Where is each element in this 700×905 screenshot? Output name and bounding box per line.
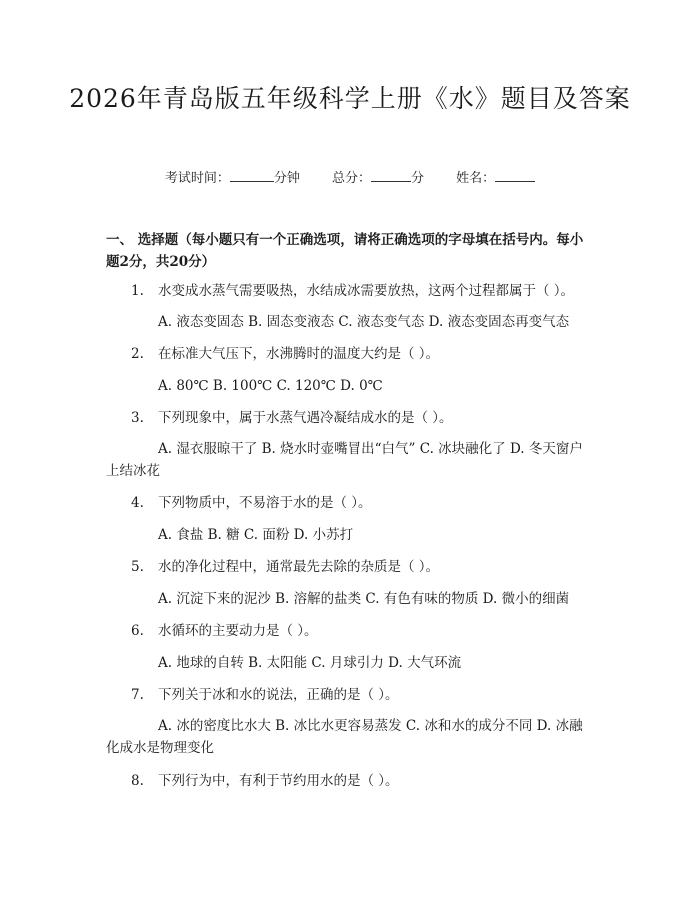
question-number: 7. (131, 687, 144, 703)
question-options: A. 液态变固态 B. 固态变液态 C. 液态变气态 D. 液态变固态再变气态 (158, 314, 570, 330)
question-text: 下列行为中，有利于节约用水的是（ ）。 (158, 773, 399, 789)
question-number: 8. (131, 773, 144, 789)
question-item (131, 492, 601, 514)
name-label: 姓名： (456, 171, 496, 186)
question-number: 2. (131, 346, 144, 362)
question-item (131, 620, 601, 642)
page-title: 2026年青岛版五年级科学上册《水》题目及答案 (69, 84, 631, 113)
time-label: 考试时间： (164, 171, 230, 186)
score-blank (371, 169, 411, 182)
time-unit: 分钟 (273, 171, 300, 186)
exam-time (165, 169, 300, 188)
score-unit: 分 (411, 171, 425, 186)
question-item (131, 556, 601, 578)
question-text: 水的净化过程中，通常最先去除的杂质是（ ）。 (158, 559, 440, 575)
question-number: 5. (131, 559, 144, 575)
question-item (131, 280, 601, 302)
question-number: 3. (131, 410, 144, 426)
question-options: A. 湿衣服晾干了 B. 烧水时壶嘴冒出“白气” C. 冰块融化了 D. 冬天窗户上结冰花 (106, 441, 583, 479)
question-item (131, 684, 601, 706)
name-blank (495, 169, 535, 182)
question-options: A. 地球的自转 B. 太阳能 C. 月球引力 D. 大气环流 (158, 655, 462, 671)
question-number: 1. (131, 283, 144, 299)
section-heading: 一、 选择题（每小题只有一个正确选项，请将正确选项的字母填在括号内。每小题2分，共20分） (106, 232, 584, 270)
question-options: A. 冰的密度比水大 B. 冰比水更容易蒸发 C. 冰和水的成分不同 D. 冰融化成水是物理变化 (106, 718, 583, 756)
question-item (131, 770, 601, 792)
student-name (456, 169, 535, 188)
question-text: 下列关于冰和水的说法，正确的是（ ）。 (158, 687, 399, 703)
question-options: A. 80℃ B. 100℃ C. 120℃ D. 0℃ (158, 378, 383, 394)
question-item (131, 407, 601, 429)
question-number: 4. (131, 495, 144, 511)
question-text: 下列物质中，不易溶于水的是（ ）。 (158, 495, 372, 511)
question-text: 水循环的主要动力是（ ）。 (158, 623, 318, 639)
total-score (332, 169, 424, 188)
question-text: 水变成水蒸气需要吸热，水结成冰需要放热，这两个过程都属于（ ）。 (158, 283, 575, 299)
question-options: A. 沉淀下来的泥沙 B. 溶解的盐类 C. 有色有味的物质 D. 微小的细菌 (158, 591, 570, 607)
score-label: 总分： (331, 171, 371, 186)
question-number: 6. (131, 623, 144, 639)
exam-meta (0, 169, 700, 188)
question-text: 下列现象中，属于水蒸气遇冷凝结成水的是（ ）。 (158, 410, 453, 426)
question-options: A. 食盐 B. 糖 C. 面粉 D. 小苏打 (158, 527, 354, 543)
question-item (131, 343, 601, 365)
time-blank (230, 169, 274, 182)
question-text: 在标准大气压下，水沸腾时的温度大约是（ ）。 (158, 346, 440, 362)
